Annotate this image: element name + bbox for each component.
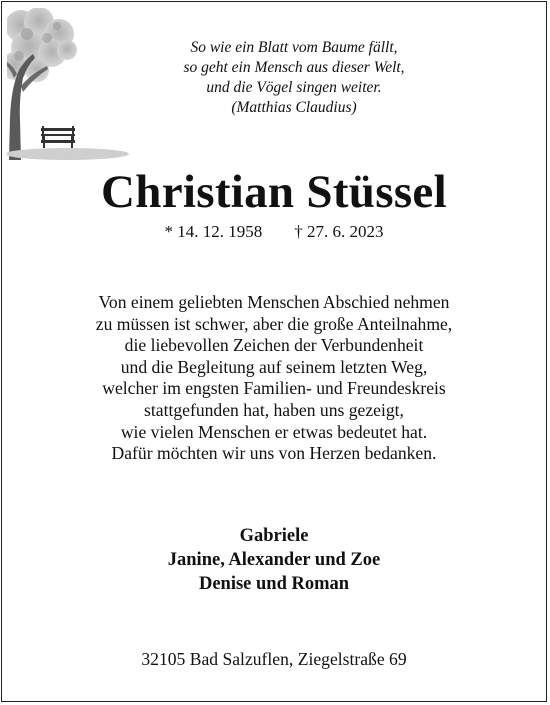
message-line: wie vielen Menschen er etwas bedeutet hat. <box>120 421 428 442</box>
family-line: Janine, Alexander und Zoe <box>167 550 381 570</box>
family-line: Gabriele <box>239 526 309 546</box>
deceased-name: Christian Stüssel <box>101 166 447 218</box>
poem-line: und die Vögel singen weiter. <box>206 79 382 96</box>
message-line: Von einem geliebten Menschen Abschied nehmen <box>98 292 450 312</box>
message-line: zu müssen ist schwer, aber die große Anteilnahme, <box>95 313 453 334</box>
death-date: † 27. 6. 2023 <box>294 222 384 241</box>
message-line: stattgefunden hat, haben uns gezeigt, <box>144 399 404 420</box>
message-line: die liebevollen Zeichen der Verbundenheit <box>124 335 424 356</box>
poem-author: (Matthias Claudius) <box>231 99 357 116</box>
thank-you-message <box>2 292 546 465</box>
message-line: und die Begleitung auf seinem letzten Weg, <box>120 356 428 377</box>
life-dates <box>2 221 546 243</box>
family-line: Denise und Roman <box>198 574 350 594</box>
obituary-notice <box>1 1 547 702</box>
poem <box>2 38 546 118</box>
birth-date: * 14. 12. 1958 <box>164 222 263 241</box>
poem-line: so geht ein Mensch aus dieser Welt, <box>183 59 405 76</box>
message-line: welcher im engsten Familien- und Freundeskreis <box>102 378 446 399</box>
address: 32105 Bad Salzuflen, Ziegelstraße 69 <box>141 649 407 669</box>
poem-line: So wie ein Blatt vom Baume fällt, <box>190 39 398 56</box>
family-signatures <box>2 524 546 596</box>
message-line: Dafür möchten wir uns von Herzen bedanken. <box>111 443 437 464</box>
